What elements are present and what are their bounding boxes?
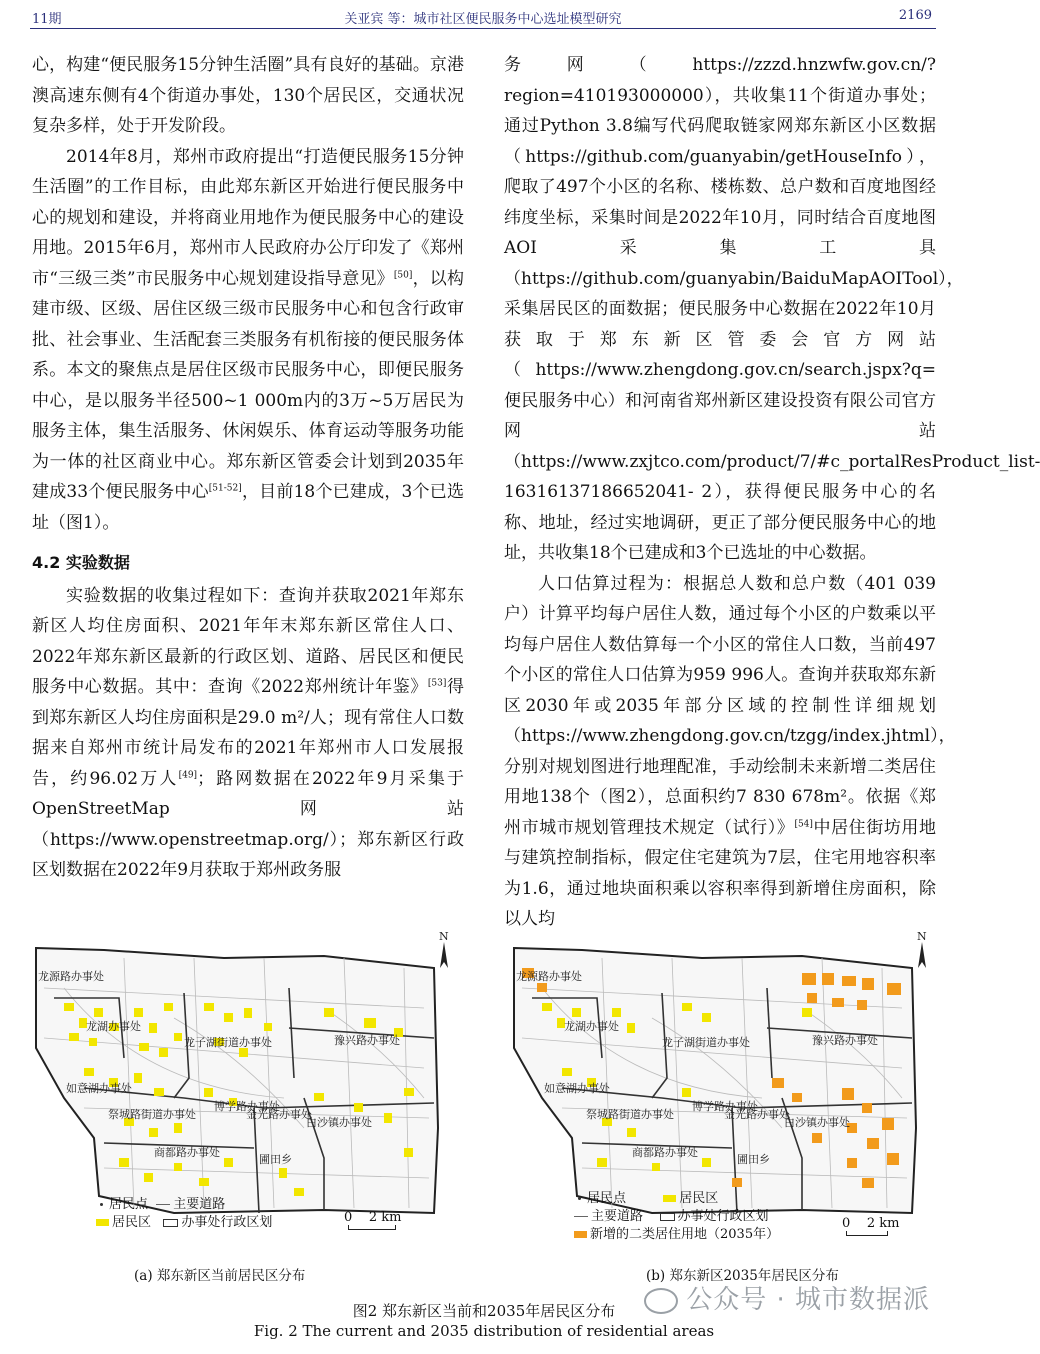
label-baisha: 白沙镇办事处 [784, 1116, 850, 1129]
label-jichenglu: 祭城路街道办事处 [108, 1108, 196, 1121]
paragraph: 心，构建“便民服务15分钟生活圈”具有良好的基础。京港澳高速东侧有4个街道办事处，130个居民区，交通状况复杂多样，处于开发阶段。 [32, 55, 464, 136]
label-boxue: 博学路办事处 [692, 1100, 758, 1113]
district-boundary [514, 948, 916, 1213]
map-current [24, 928, 464, 1258]
citation: [50] [393, 269, 413, 280]
point-symbol [578, 1197, 581, 1200]
label-ruyihu: 如意湖办事处 [544, 1082, 610, 1095]
label-shangdu: 商都路办事处 [632, 1146, 698, 1159]
north-arrow [439, 930, 449, 968]
figure-caption-en: Fig. 2 The current and 2035 distribution of residential areas [253, 1322, 715, 1340]
subcaption-b: (b) 郑东新区2035年居民区分布 [646, 1268, 839, 1284]
label-jichenglu: 祭城路街道办事处 [586, 1108, 674, 1121]
running-header [30, 4, 936, 29]
chat-bubble-icon [644, 1288, 678, 1314]
admin-symbol [660, 1213, 675, 1221]
paragraph: 2014年8月，郑州市政府提出“打造便民服务15分钟生活圈”的工作目标，由此郑东新区开始进行便民服务中心的规划和建设，并将商业用地作为便民服务中心的建设用地。2015年6月，郑州市人民政府办公厅印发了《郑州市“三级三类”市民服务中心规划建设指导意见》[50]，以构建市级、区级、居住区级三级市民服务中心和包含行政审批、社会事业、生活配套三类服务有机衔接的便民服务体系。本文的聚焦点是居住区级市民服务中心，即便民服务中心，是以服务半径500~1 000m内的3万~5万居民为服务主体，集生活服务、休闲娱乐、体育运动等服务功能为一体的社区商业中心。郑东新区管委会计划到2035年建成33个便民服务中心[51-52]，目前18个已建成，3个已选址（图1）。 [32, 146, 464, 533]
subcaption-a: (a) 郑东新区当前居民区分布 [134, 1268, 306, 1284]
issue-number: 11期 [32, 12, 62, 27]
citation: [53] [427, 678, 447, 689]
label-yuxing: 豫兴路办事处 [812, 1034, 878, 1047]
label-putian: 圃田乡 [737, 1153, 770, 1166]
map-2035 [502, 928, 942, 1258]
label-longhu: 龙湖办事处 [564, 1020, 619, 1033]
residential-swatch [96, 1219, 109, 1226]
road-symbol [574, 1216, 588, 1217]
road-symbol [156, 1204, 170, 1205]
legend-2035: 居民点 居民区 主要道路 办事处行政区划 新增的二类居住用地（2035年） [574, 1190, 779, 1244]
section-heading: 4.2 实验数据 [32, 553, 130, 572]
label-putian: 圃田乡 [259, 1153, 292, 1166]
page-number: 2169 [898, 8, 932, 23]
label-baisha: 白沙镇办事处 [306, 1116, 372, 1129]
new-land-swatch [574, 1231, 587, 1238]
north-arrow [917, 930, 927, 968]
label-boxue: 博学路办事处 [214, 1100, 280, 1113]
label-ruyihu: 如意湖办事处 [66, 1082, 132, 1095]
svg-text:N: N [917, 930, 927, 943]
left-column [32, 50, 464, 886]
citation: [54] [794, 818, 813, 829]
scale-bar: 0 2 km [842, 1216, 899, 1236]
label-yuxing: 豫兴路办事处 [334, 1034, 400, 1047]
figure-caption-cn: 图2 郑东新区当前和2035年居民区分布 [352, 1302, 616, 1320]
watermark: 公众号 · 城市数据派 [644, 1279, 930, 1316]
label-longyuan: 龙源路办事处 [38, 970, 104, 983]
label-shangdu: 商都路办事处 [154, 1146, 220, 1159]
paragraph: 人口估算过程为：根据总人数和总户数（401 039户）计算平均每户居住人数，通过每个小区的户数乘以平均每户居住人数估算每一个小区的常住人口数，当前497个小区的常住人口估算为959 996人。查询并获取郑东新区2030年或2035年部分区域的控制性详细规划（https://www.zhengdong.gov.cn/tzgg/index.jhtml），分别对规划图进行地理配准，手动绘制未来新增二类居住用地138个（图2），总面积约7 830 678m²。依据《郑州市城市规划管理技术规定（试行）》[54]中居住街坊用地与建筑控制指标，假定住宅建筑为7层，住宅用地容积率为1.6，通过地块面积乘以容积率得到新增住房面积，除以人均 [504, 573, 956, 929]
admin-symbol [163, 1219, 178, 1227]
paragraph: 务网（https://zzzd.hnzwfw.gov.cn/?region=410193000000），共收集11个街道办事处；通过Python 3.8编写代码爬取链家网郑东新区小区数据（https://github.com/guanyabin/getHouseInfo），爬取了497个小区的名称、楼栋数、总户数和百度地图经纬度坐标，采集时间是2022年10月，同时结合百度地图AOI采集工具（https://github.com/guanyabin/BaiduMapAOITool），采集居民区的面数据；便民服务中心数据在2022年10月获取于郑东新区管委会官方网站（https://www.zhengdong.gov.cn/search.jspx?q=便民服务中心）和河南省郑州新区建设投资有限公司官方网站（https://www.zxjtco.com/product/7/#c_portalResProduct_list- 1631613718665204​1- 2），获得便民服务中心的名称、地址，经过实地调研，更正了部分便民服务中心的地址，共收集18个已建成和3个已选址的中心数据。 [504, 55, 1040, 563]
legend-current: 居民点 主要道路 居民区 办事处行政区划 [96, 1196, 272, 1232]
running-title: 关亚宾 等：城市社区便民服务中心选址模型研究 [344, 12, 622, 27]
label-longyuan: 龙源路办事处 [516, 970, 582, 983]
label-jinguang: 金光路办事处 [724, 1108, 790, 1121]
point-symbol [100, 1203, 103, 1206]
district-boundary [36, 948, 438, 1213]
label-jinguang: 金光路办事处 [246, 1108, 312, 1121]
scale-bar: 0 2 km [344, 1210, 401, 1230]
residential-swatch [663, 1195, 676, 1202]
label-longhu: 龙湖办事处 [86, 1020, 141, 1033]
right-column [504, 50, 1040, 935]
svg-text:N: N [439, 930, 449, 943]
paragraph: 实验数据的收集过程如下：查询并获取2021年郑东新区人均住房面积、2021年年末郑东新区常住人口、2022年郑东新区最新的行政区划、道路、居民区和便民服务中心数据。其中：查询《2022郑州统计年鉴》[53]得到郑东新区人均住房面积是29.0 m²/人；现有常住人口数据来自郑州市统计局发布的2021年郑州市人口发展报告，约96.02万人[49]；路网数据在2022年9月采集于OpenStreetMap网站（https://www.openstreetmap.org/）；郑东新区行政区划数据在2022年9月获取于郑州政务服 [32, 585, 465, 880]
citation: [51-52] [208, 483, 242, 494]
label-longzihu: 龙子湖街道办事处 [662, 1036, 750, 1049]
citation: [49] [178, 769, 198, 780]
label-longzihu: 龙子湖街道办事处 [184, 1036, 272, 1049]
